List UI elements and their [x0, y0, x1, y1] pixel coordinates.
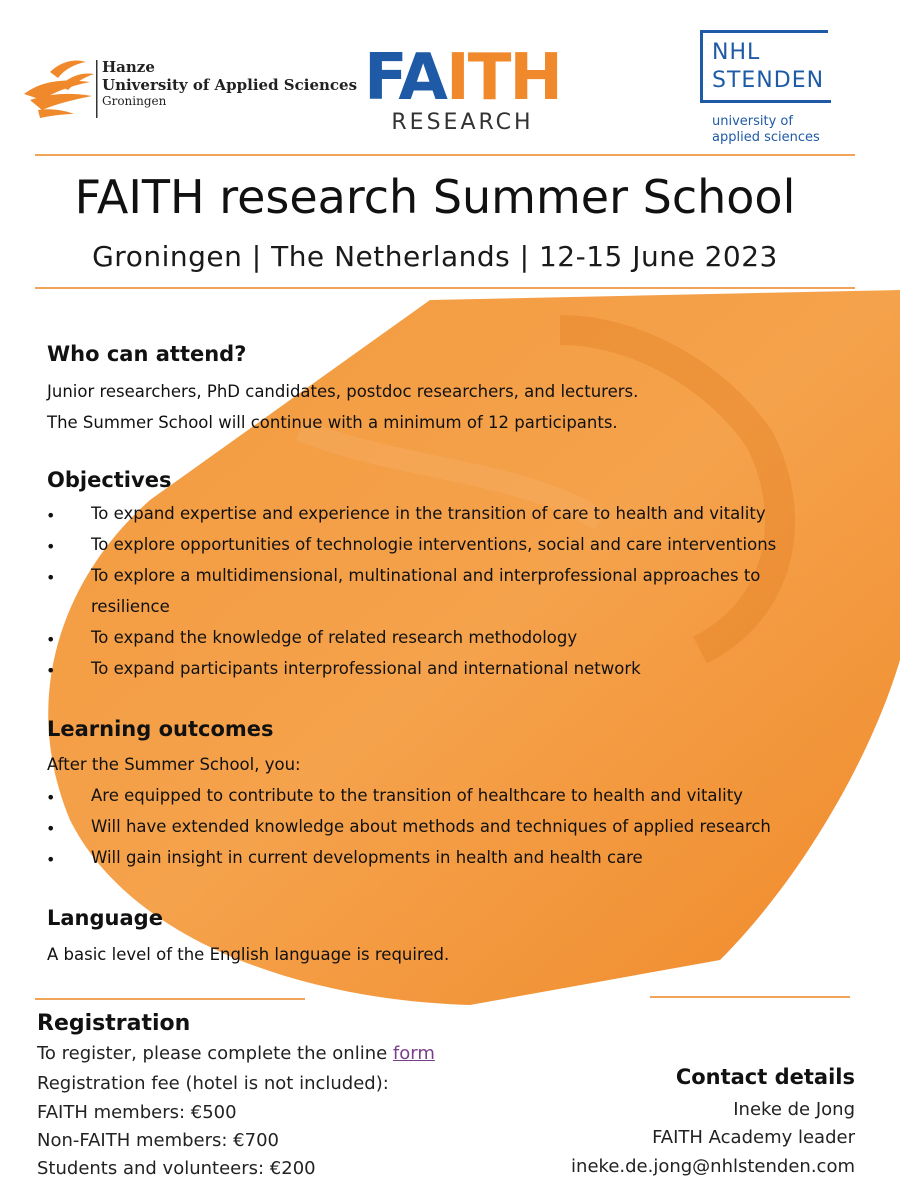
language-text: A basic level of the English language is required.: [47, 945, 450, 964]
registration-instruction: [37, 1043, 435, 1064]
footer-divider-right: [650, 996, 850, 998]
nhl-tagline-1: university of: [712, 114, 793, 129]
header-divider-bottom: [35, 287, 855, 289]
outcome-item: Are equipped to contribute to the transition of healthcare to health and vitality: [91, 786, 743, 805]
faith-wordmark: [355, 41, 570, 115]
hanze-flame-icon: [20, 52, 98, 120]
hanze-logo: [20, 52, 358, 124]
bullet: •: [46, 568, 56, 587]
faith-research-logo: [355, 41, 570, 138]
bullet: •: [46, 506, 56, 525]
objective-item: To explore a multidimensional, multinational and interprofessional approaches to: [91, 566, 761, 585]
outcomes-intro: After the Summer School, you:: [47, 755, 301, 774]
header-divider-top: [35, 154, 855, 156]
faith-word-th: TH: [467, 41, 561, 115]
objective-item: To explore opportunities of technologie interventions, social and care interventions: [91, 535, 777, 554]
nhl-logo-top: NHL: [712, 40, 761, 65]
who-line-2: The Summer School will continue with a minimum of 12 participants.: [47, 413, 618, 432]
contact-role: FAITH Academy leader: [652, 1127, 855, 1148]
contact-name: Ineke de Jong: [733, 1099, 855, 1120]
who-line-1: Junior researchers, PhD candidates, postdoc researchers, and lecturers.: [47, 382, 639, 401]
registration-fee-label: Registration fee (hotel is not included):: [37, 1073, 389, 1094]
nhl-logo-bottom: STENDEN: [712, 68, 830, 93]
page-subtitle: Groningen | The Netherlands | 12-15 June 2023: [92, 240, 778, 273]
bullet: •: [46, 661, 56, 680]
bullet: •: [46, 850, 56, 869]
objectives-list: [0, 500, 900, 700]
registration-heading: Registration: [37, 1011, 191, 1036]
hanze-name: Hanze: [102, 58, 155, 76]
page-title: FAITH research Summer School: [74, 170, 796, 224]
objective-item: To expand the knowledge of related research methodology: [91, 628, 578, 647]
contact-email[interactable]: ineke.de.jong@nhlstenden.com: [571, 1156, 855, 1177]
hanze-city: Groningen: [102, 94, 167, 108]
fee-line: FAITH members: €500: [37, 1102, 237, 1123]
contact-heading: Contact details: [675, 1065, 855, 1089]
objective-item-continued: resilience: [91, 597, 170, 616]
registration-instruction-text: To register, please complete the online: [37, 1043, 393, 1064]
bullet: •: [46, 630, 56, 649]
objectives-heading: Objectives: [47, 468, 172, 492]
nhl-stenden-logo: [700, 30, 850, 150]
who-heading: Who can attend?: [47, 342, 247, 366]
fee-line: Non-FAITH members: €700: [37, 1130, 279, 1151]
outcome-item: Will gain insight in current developments in health and health care: [91, 848, 643, 867]
footer-divider-left: [35, 998, 305, 1000]
outcome-item: Will have extended knowledge about methods and techniques of applied research: [91, 817, 771, 836]
faith-research-subtitle: RESEARCH: [391, 110, 534, 135]
language-heading: Language: [47, 906, 163, 930]
nhl-tagline-2: applied sciences: [712, 130, 820, 145]
faith-word-i: I: [445, 41, 468, 115]
outcomes-list: [0, 782, 900, 882]
registration-form-link[interactable]: form: [392, 1043, 435, 1064]
outcomes-heading: Learning outcomes: [47, 717, 274, 741]
fee-line: Students and volunteers: €200: [37, 1158, 316, 1179]
objective-item: To expand expertise and experience in the transition of care to health and vitality: [91, 504, 766, 523]
objective-item: To expand participants interprofessional and international network: [91, 659, 641, 678]
bullet: •: [46, 788, 56, 807]
bullet: •: [46, 537, 56, 556]
hanze-university: University of Applied Sciences: [102, 76, 358, 94]
nhl-logo-frame-top: [700, 30, 828, 33]
bullet: •: [46, 819, 56, 838]
faith-word-fa: FA: [364, 41, 446, 115]
